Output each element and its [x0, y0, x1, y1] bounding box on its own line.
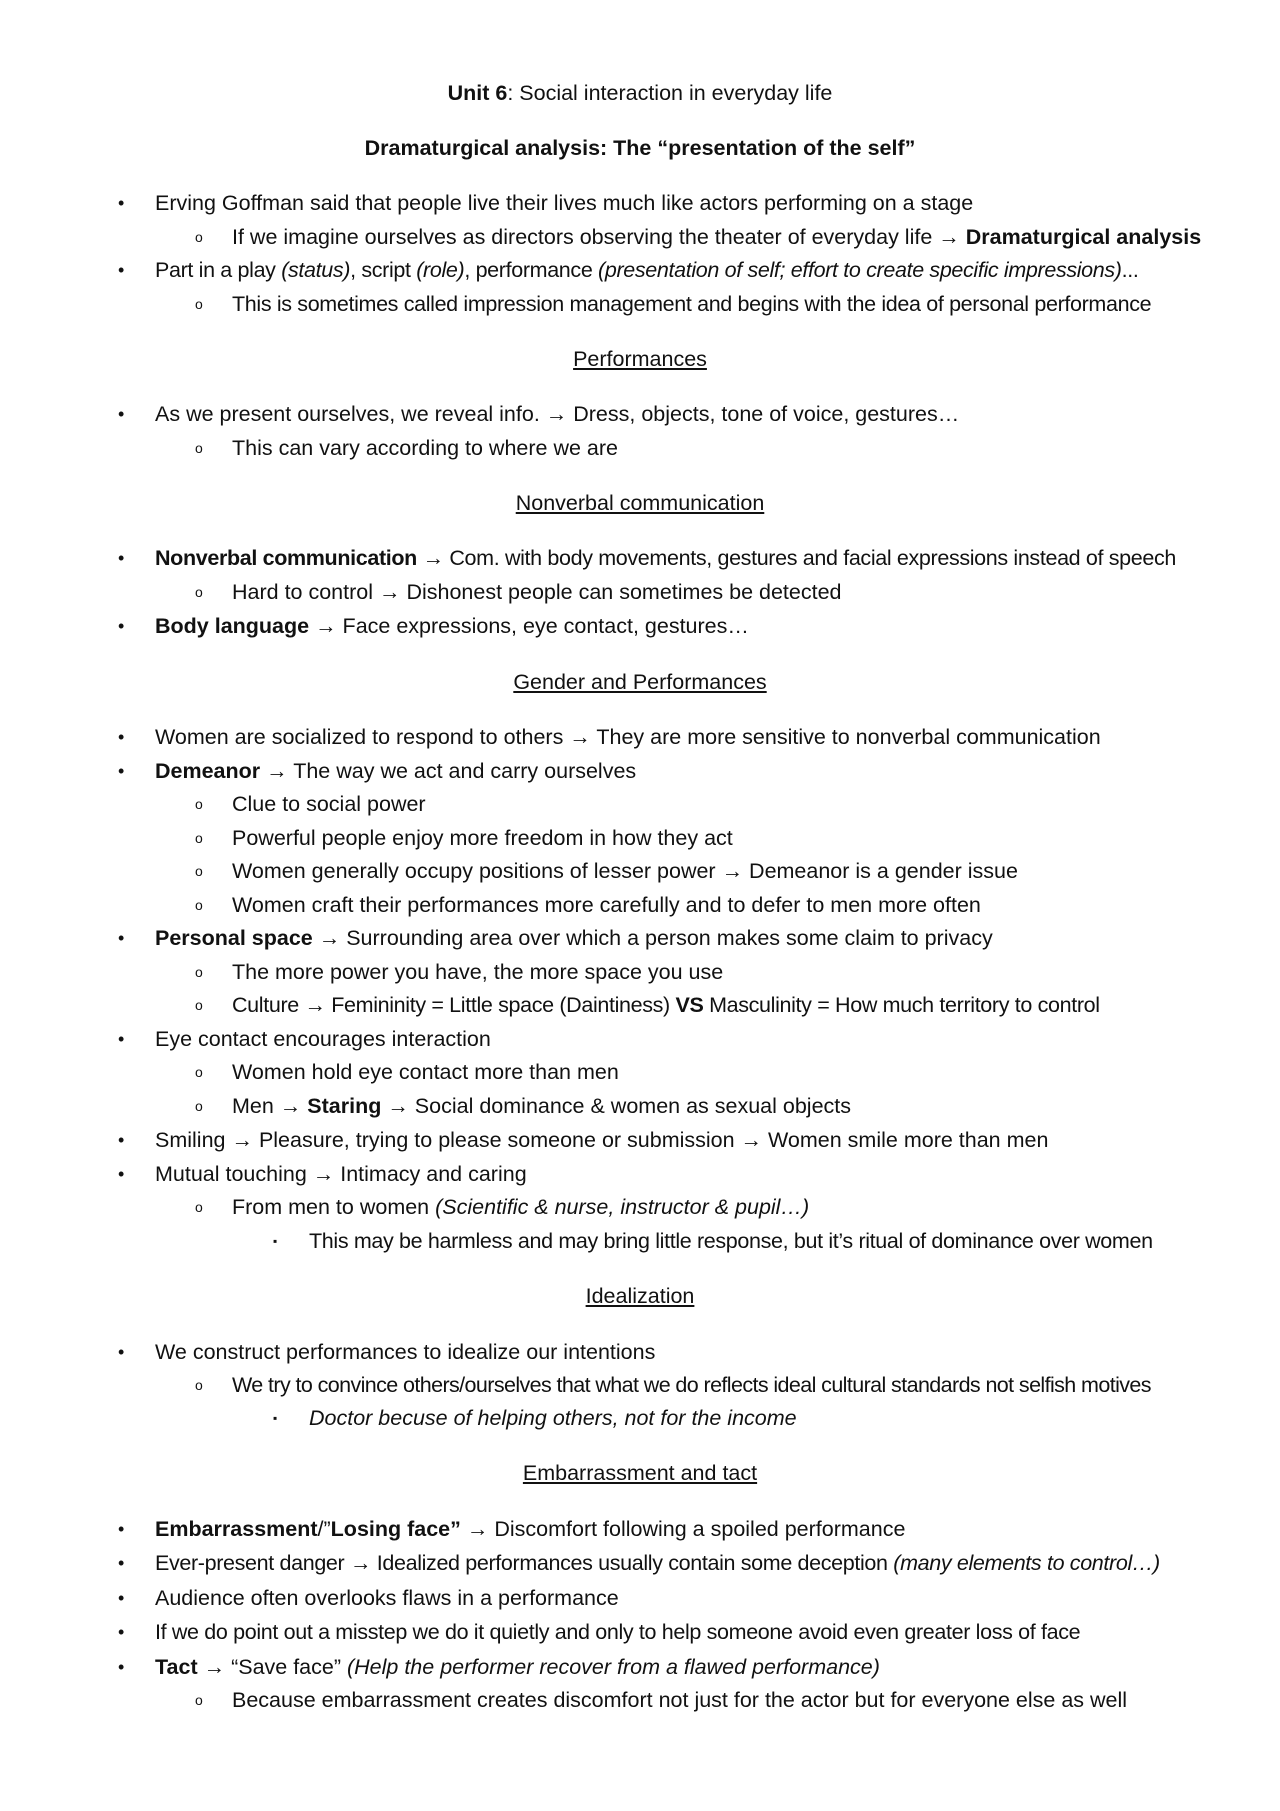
list-item [0, 1091, 1280, 1121]
text-run: (status) [281, 258, 351, 282]
text-run: This may be harmless and may bring little response, but it’s ritual of dominance over women [309, 1229, 1153, 1253]
text-run: → Face expressions, eye contact, gestures… [309, 614, 749, 638]
list-item-text [155, 1548, 1160, 1578]
text-run: Women generally occupy positions of lesser power → Demeanor is a gender issue [232, 859, 1018, 883]
text-run: As we present ourselves, we reveal info. → Dress, objects, tone of voice, gestures… [155, 402, 960, 426]
section-heading-embarrassment: Embarrassment and tact [522, 1461, 758, 1485]
square-bullet-icon: ▪ [273, 1411, 278, 1425]
text-run: Body language [155, 614, 310, 638]
circle-bullet-icon: o [195, 1377, 203, 1393]
bullet-icon: • [118, 548, 124, 568]
list-item-text [155, 1024, 491, 1054]
list-item-text [155, 1159, 527, 1189]
section-heading-idealization: Idealization [585, 1284, 695, 1308]
page-subtitle: Dramaturgical analysis: The “presentation of the self” [364, 136, 916, 160]
list-item [0, 1652, 1280, 1682]
list-item-text [232, 957, 723, 987]
bullet-icon: • [118, 260, 124, 280]
circle-bullet-icon: o [195, 440, 203, 456]
text-run: Hard to control → Dishonest people can sometimes be detected [232, 580, 842, 604]
list-item-text [155, 1583, 619, 1613]
bullet-icon: • [118, 1519, 125, 1539]
square-bullet-icon: ▪ [273, 1234, 277, 1248]
list-item-text [232, 577, 842, 607]
list-item-text [155, 188, 973, 218]
text-run: Powerful people enjoy more freedom in how they act [232, 826, 733, 850]
bullet-icon: • [118, 1553, 124, 1573]
list-item [0, 1337, 1280, 1367]
bullet-icon: • [118, 727, 125, 747]
bullet-icon: • [118, 1622, 124, 1642]
text-run: Personal space [155, 926, 313, 950]
text-run: Smiling → Pleasure, trying to please someone or submission → Women smile more than men [155, 1128, 1049, 1152]
list-item [0, 1057, 1280, 1087]
list-item [0, 923, 1280, 953]
bullet-icon: • [118, 1342, 125, 1362]
bullet-icon: • [118, 1029, 125, 1049]
list-item [0, 789, 1280, 819]
text-run: → The way we act and carry ourselves [260, 759, 637, 783]
list-item [0, 1583, 1280, 1613]
list-item-text [232, 1370, 1151, 1400]
list-item-text [232, 289, 1151, 319]
list-item [0, 1403, 1280, 1433]
title-unit: Unit 6 [447, 81, 508, 105]
text-run: Masculinity = How much territory to control [703, 993, 1100, 1017]
list-item [0, 856, 1280, 886]
list-item-text [232, 990, 1100, 1020]
text-run: Women are socialized to respond to others → They are more sensitive to nonverbal communication [155, 725, 1101, 749]
list-item-text [155, 543, 1176, 573]
list-item [0, 577, 1280, 607]
text-run: Doctor becuse of helping others, not for the income [309, 1406, 797, 1430]
circle-bullet-icon: o [195, 796, 203, 812]
bullet-icon: • [118, 1588, 125, 1608]
circle-bullet-icon: o [195, 584, 203, 600]
text-run: Part in a play [155, 258, 282, 282]
list-item-text [232, 789, 426, 819]
text-run: → Com. with body movements, gestures and facial expressions instead of speech [416, 546, 1176, 570]
list-item [0, 1548, 1280, 1578]
circle-bullet-icon: o [195, 863, 203, 879]
list-item-text [155, 1514, 905, 1544]
list-item [0, 823, 1280, 853]
section-heading-nonverbal: Nonverbal communication [515, 491, 765, 515]
text-run: We construct performances to idealize our intentions [155, 1340, 656, 1364]
circle-bullet-icon: o [195, 229, 203, 245]
list-item [0, 1159, 1280, 1189]
text-run: , script [350, 258, 417, 282]
list-item [0, 1125, 1280, 1155]
bullet-icon: • [118, 404, 125, 424]
list-item [0, 1192, 1280, 1222]
text-run: Men → [232, 1094, 308, 1118]
list-item [0, 990, 1280, 1020]
text-run: ... [1121, 258, 1139, 282]
text-run: Demeanor [155, 759, 261, 783]
list-item [0, 890, 1280, 920]
list-item [0, 611, 1280, 641]
section-heading-performances: Performances [573, 347, 707, 371]
circle-bullet-icon: o [195, 1064, 203, 1080]
text-run: From men to women [232, 1195, 436, 1219]
list-item-text [232, 856, 1018, 886]
list-item [0, 1617, 1280, 1647]
list-item [0, 289, 1280, 319]
list-item [0, 188, 1280, 218]
list-item [0, 722, 1280, 752]
list-item [0, 756, 1280, 786]
bullet-icon: • [118, 616, 125, 636]
text-run: Audience often overlooks flaws in a performance [155, 1586, 619, 1610]
text-run: Ever-present danger → Idealized performances usually contain some deception [155, 1551, 894, 1575]
text-run: If we do point out a misstep we do it quietly and only to help someone avoid even greater loss of face [155, 1620, 1081, 1644]
text-run: Mutual touching → Intimacy and caring [155, 1162, 527, 1186]
list-item-text [155, 1125, 1048, 1155]
list-item-text [155, 756, 636, 786]
list-item-text [155, 399, 959, 429]
text-run: Tact [155, 1655, 198, 1679]
text-run: Dramaturgical analysis [965, 225, 1202, 249]
text-run: (Scientific & nurse, instructor & pupil…) [435, 1195, 810, 1219]
text-run: Women hold eye contact more than men [232, 1060, 619, 1084]
text-run: (presentation of self; effort to create specific impressions) [598, 258, 1122, 282]
text-run: This can vary according to where we are [232, 436, 618, 460]
list-item [0, 399, 1280, 429]
text-run: Eye contact encourages interaction [155, 1027, 491, 1051]
list-item-text [232, 1192, 809, 1222]
page-title [0, 78, 1280, 108]
list-item-text [232, 1091, 851, 1121]
text-run: Embarrassment [155, 1517, 318, 1541]
bullet-icon: • [118, 1164, 125, 1184]
list-item-text [155, 923, 993, 953]
list-item [0, 1024, 1280, 1054]
list-item-text [232, 1685, 1127, 1715]
list-item-text [232, 1057, 619, 1087]
text-run: → Surrounding area over which a person makes some claim to privacy [312, 926, 993, 950]
text-run: (Help the performer recover from a flawed performance) [346, 1655, 880, 1679]
circle-bullet-icon: o [195, 296, 203, 312]
text-run: → Social dominance & women as sexual objects [381, 1094, 852, 1118]
section-heading-gender: Gender and Performances [513, 670, 767, 694]
text-run: Because embarrassment creates discomfort not just for the actor but for everyone else as well [232, 1688, 1128, 1712]
bullet-icon: • [118, 1130, 125, 1150]
text-run: Culture → Femininity = Little space (Daintiness) [232, 993, 676, 1017]
text-run: Women craft their performances more carefully and to defer to men more often [232, 893, 981, 917]
text-run: Nonverbal communication [155, 546, 417, 570]
text-run: Clue to social power [232, 792, 426, 816]
list-item [0, 1370, 1280, 1400]
circle-bullet-icon: o [195, 1199, 203, 1215]
circle-bullet-icon: o [195, 964, 203, 980]
list-item [0, 433, 1280, 463]
list-item-text [155, 1617, 1080, 1647]
text-run: (many elements to control…) [893, 1551, 1160, 1575]
list-item [0, 543, 1280, 573]
text-run: Erving Goffman said that people live their lives much like actors performing on a stage [155, 191, 974, 215]
bullet-icon: • [118, 193, 125, 213]
text-run: The more power you have, the more space you use [232, 960, 724, 984]
list-item [0, 1685, 1280, 1715]
list-item [0, 957, 1280, 987]
circle-bullet-icon: o [195, 830, 203, 846]
list-item-text [309, 1403, 797, 1433]
list-item [0, 1226, 1280, 1256]
list-item-text [155, 1337, 655, 1367]
circle-bullet-icon: o [195, 997, 203, 1013]
list-item [0, 1514, 1280, 1544]
list-item-text [232, 890, 981, 920]
bullet-icon: • [118, 928, 125, 948]
text-run: Staring [307, 1094, 382, 1118]
text-run: → “Save face” [197, 1655, 347, 1679]
circle-bullet-icon: o [195, 1692, 203, 1708]
list-item-text [155, 722, 1101, 752]
list-item-text [155, 255, 1138, 285]
list-item-text [232, 222, 1201, 252]
list-item-text [155, 1652, 880, 1682]
list-item-text [232, 433, 618, 463]
circle-bullet-icon: o [195, 897, 203, 913]
bullet-icon: • [118, 1657, 125, 1677]
list-item-text [155, 611, 749, 641]
text-run: If we imagine ourselves as directors observing the theater of everyday life → [232, 225, 966, 249]
text-run: Losing face” [330, 1517, 461, 1541]
text-run: → Discomfort following a spoiled performance [460, 1517, 906, 1541]
text-run: We try to convince others/ourselves that what we do reflects ideal cultural standards not selfish motives [232, 1373, 1151, 1397]
list-item-text [309, 1226, 1153, 1256]
text-run: (role) [416, 258, 465, 282]
list-item [0, 255, 1280, 285]
text-run: , performance [464, 258, 599, 282]
text-run: VS [675, 993, 704, 1017]
list-item-text [232, 823, 733, 853]
circle-bullet-icon: o [195, 1098, 203, 1114]
list-item [0, 222, 1280, 252]
bullet-icon: • [118, 761, 125, 781]
title-rest: : Social interaction in everyday life [507, 81, 833, 105]
text-run: This is sometimes called impression management and begins with the idea of personal performance [232, 292, 1152, 316]
text-run: /” [317, 1517, 331, 1541]
